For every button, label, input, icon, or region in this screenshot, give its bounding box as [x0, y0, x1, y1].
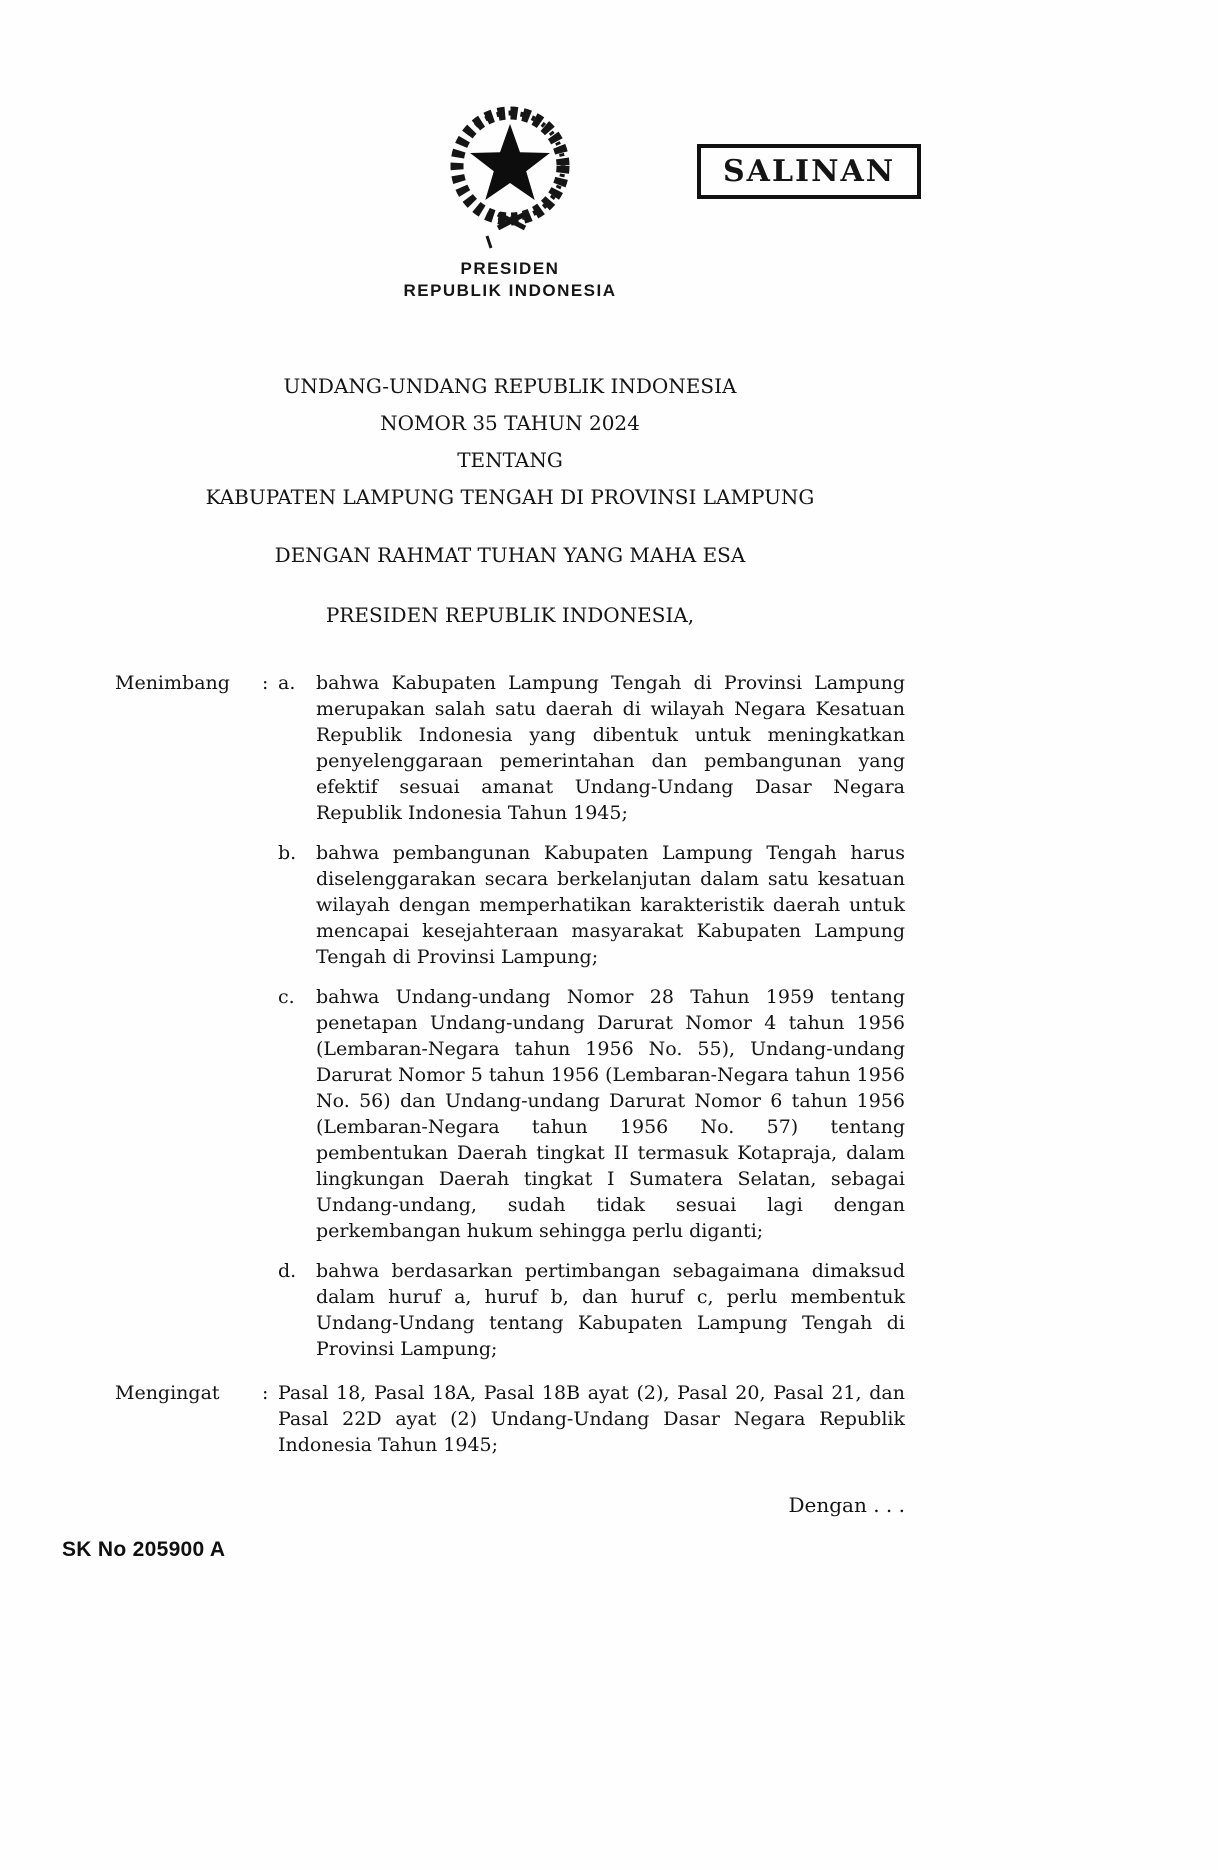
document-body — [115, 368, 905, 1518]
considerations-list — [278, 670, 905, 1362]
item-text: bahwa Undang-undang Nomor 28 Tahun 1959 tentang penetapan Undang-undang Darurat Nomor 4 tahun 1956 (Lembaran-Negara tahun 1956 No. 55), Undang-undang Darurat Nomor 5 tahun 1956 (Lembaran-Negara tahun 1956 No. 56) dan Undang-undang Darurat Nomor 6 tahun 1956 (Lembaran-Negara tahun 1956 No. 57) tentang pembentukan Daerah tingkat II termasuk Kotapraja, dalam lingkungan Daerah tingkat I Sumatera Selatan, sebagai Undang-undang, sudah tidak sesuai lagi dengan perkembangan hukum sehingga perlu diganti; — [316, 986, 905, 1242]
item-marker: a. — [278, 672, 296, 694]
issuer-line: PRESIDEN REPUBLIK INDONESIA, — [325, 603, 695, 627]
title-line-1: UNDANG-UNDANG REPUBLIK INDONESIA — [283, 374, 737, 398]
page-catchword: Dengan . . . — [788, 1493, 905, 1517]
consideration-item — [278, 670, 905, 826]
item-text: bahwa pembangunan Kabupaten Lampung Tengah harus diselenggarakan secara berkelanjutan dalam satu kesatuan wilayah dengan memperhatikan karakteristik daerah untuk mencapai kesejahteraan masyarakat Kabupaten Lampung Tengah di Provinsi Lampung; — [316, 842, 905, 968]
presidential-seal-icon — [435, 86, 585, 254]
item-marker: b. — [278, 842, 297, 864]
invocation-line: DENGAN RAHMAT TUHAN YANG MAHA ESA — [274, 543, 746, 567]
salinan-stamp: SALINAN — [697, 144, 921, 199]
letterhead-republik-indonesia: REPUBLIK INDONESIA — [403, 281, 617, 300]
letterhead-presiden: PRESIDEN — [460, 259, 560, 278]
legal-basis-text: Pasal 18, Pasal 18A, Pasal 18B ayat (2), Pasal 20, Pasal 21, dan Pasal 22D ayat (2) Undang-Undang Dasar Negara Republik Indonesia Tahun 1945; — [278, 1382, 905, 1456]
item-text: bahwa berdasarkan pertimbangan sebagaimana dimaksud dalam huruf a, huruf b, dan huruf c, perlu membentuk Undang-Undang tentang Kabupaten Lampung Tengah di Provinsi Lampung; — [316, 1260, 905, 1360]
considerations-section — [115, 670, 905, 1362]
letterhead — [0, 86, 1020, 302]
title-line-4: KABUPATEN LAMPUNG TENGAH DI PROVINSI LAMPUNG — [205, 485, 815, 509]
item-marker: c. — [278, 986, 295, 1008]
title-line-3: TENTANG — [457, 448, 563, 472]
consideration-item — [278, 840, 905, 970]
title-line-2: NOMOR 35 TAHUN 2024 — [380, 411, 640, 435]
legal-basis-colon: : — [262, 1382, 269, 1404]
legal-basis-label: Mengingat — [115, 1382, 220, 1404]
consideration-item — [278, 1258, 905, 1362]
document-title — [115, 368, 905, 516]
considerations-colon: : — [262, 672, 269, 694]
legal-basis-section — [115, 1380, 905, 1458]
item-marker: d. — [278, 1260, 297, 1282]
considerations-label: Menimbang — [115, 672, 230, 694]
item-text: bahwa Kabupaten Lampung Tengah di Provinsi Lampung merupakan salah satu daerah di wilayah Negara Kesatuan Republik Indonesia yang dibentuk untuk meningkatkan penyelenggaraan pemerintahan dan pembangunan yang efektif sesuai amanat Undang-Undang Dasar Negara Republik Indonesia Tahun 1945; — [316, 672, 905, 824]
consideration-item — [278, 984, 905, 1244]
document-code: SK No 205900 A — [62, 1538, 226, 1561]
